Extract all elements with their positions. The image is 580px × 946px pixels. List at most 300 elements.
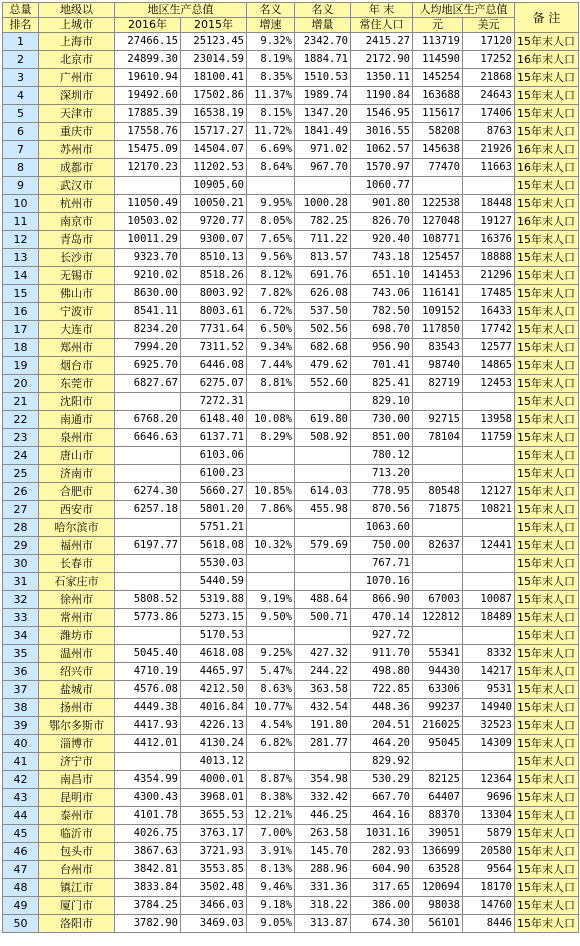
- note-cell: 15年末人口: [515, 825, 579, 843]
- rank-cell: 15: [3, 285, 39, 303]
- gdp-2015-cell: 6137.71: [181, 429, 247, 447]
- population-cell: 282.93: [351, 843, 413, 861]
- gdp-2016-cell: 3782.90: [115, 915, 181, 933]
- gdp-2015-cell: 11202.53: [181, 159, 247, 177]
- table-row: [3, 447, 579, 465]
- header-2015: 2015年: [181, 18, 247, 33]
- header-note: 备 注: [515, 3, 579, 33]
- city-cell: 合肥市: [39, 483, 115, 501]
- gdp-2016-cell: 6274.30: [115, 483, 181, 501]
- growth-cell: 9.50%: [247, 609, 295, 627]
- increment-cell: 1347.20: [295, 105, 351, 123]
- city-cell: 福州市: [39, 537, 115, 555]
- gdp-2015-cell: 8518.26: [181, 267, 247, 285]
- city-cell: 烟台市: [39, 357, 115, 375]
- gdp-2016-cell: 6827.67: [115, 375, 181, 393]
- growth-cell: 6.72%: [247, 303, 295, 321]
- gdp-2015-cell: 3502.48: [181, 879, 247, 897]
- city-cell: 徐州市: [39, 591, 115, 609]
- rank-cell: 17: [3, 321, 39, 339]
- per-capita-yuan-cell: 94430: [413, 663, 463, 681]
- city-cell: 绍兴市: [39, 663, 115, 681]
- rank-cell: 34: [3, 627, 39, 645]
- gdp-2015-cell: 5801.20: [181, 501, 247, 519]
- rank-cell: 31: [3, 573, 39, 591]
- gdp-2016-cell: 4026.75: [115, 825, 181, 843]
- per-capita-yuan-cell: 82719: [413, 375, 463, 393]
- city-cell: 重庆市: [39, 123, 115, 141]
- note-cell: 15年末人口: [515, 411, 579, 429]
- growth-cell: 8.81%: [247, 375, 295, 393]
- population-cell: 701.41: [351, 357, 413, 375]
- increment-cell: 1841.49: [295, 123, 351, 141]
- city-cell: 北京市: [39, 51, 115, 69]
- increment-cell: 500.71: [295, 609, 351, 627]
- table-row: [3, 195, 579, 213]
- per-capita-usd-cell: 12364: [463, 771, 515, 789]
- city-cell: 成都市: [39, 159, 115, 177]
- table-row: [3, 915, 579, 933]
- rank-cell: 32: [3, 591, 39, 609]
- city-cell: 泰州市: [39, 807, 115, 825]
- per-capita-yuan-cell: 88370: [413, 807, 463, 825]
- per-capita-usd-cell: 9564: [463, 861, 515, 879]
- gdp-2015-cell: 4000.01: [181, 771, 247, 789]
- rank-cell: 7: [3, 141, 39, 159]
- note-cell: 15年末人口: [515, 681, 579, 699]
- rank-cell: 50: [3, 915, 39, 933]
- population-cell: 698.70: [351, 321, 413, 339]
- header-rank-line2: 排名: [3, 18, 39, 33]
- rank-cell: 14: [3, 267, 39, 285]
- gdp-2015-cell: 6275.07: [181, 375, 247, 393]
- per-capita-yuan-cell: 77470: [413, 159, 463, 177]
- increment-cell: 1510.53: [295, 69, 351, 87]
- rank-cell: 25: [3, 465, 39, 483]
- gdp-2016-cell: 19492.60: [115, 87, 181, 105]
- rank-cell: 10: [3, 195, 39, 213]
- population-cell: 1190.84: [351, 87, 413, 105]
- city-cell: 哈尔滨市: [39, 519, 115, 537]
- per-capita-usd-cell: [463, 465, 515, 483]
- gdp-2016-cell: 8541.11: [115, 303, 181, 321]
- table-row: [3, 627, 579, 645]
- table-body: [3, 33, 579, 933]
- per-capita-yuan-cell: 114590: [413, 51, 463, 69]
- per-capita-usd-cell: 14217: [463, 663, 515, 681]
- growth-cell: 8.64%: [247, 159, 295, 177]
- table-row: [3, 267, 579, 285]
- population-cell: 829.92: [351, 753, 413, 771]
- per-capita-usd-cell: 17485: [463, 285, 515, 303]
- population-cell: 3016.55: [351, 123, 413, 141]
- rank-cell: 6: [3, 123, 39, 141]
- city-cell: 泉州市: [39, 429, 115, 447]
- growth-cell: 5.47%: [247, 663, 295, 681]
- table-row: [3, 51, 579, 69]
- per-capita-usd-cell: [463, 519, 515, 537]
- city-cell: 石家庄市: [39, 573, 115, 591]
- note-cell: 15年末人口: [515, 393, 579, 411]
- gdp-2015-cell: 4016.84: [181, 699, 247, 717]
- population-cell: 767.71: [351, 555, 413, 573]
- population-cell: 956.90: [351, 339, 413, 357]
- increment-cell: 711.22: [295, 231, 351, 249]
- note-cell: 16年末人口: [515, 213, 579, 231]
- per-capita-yuan-cell: [413, 627, 463, 645]
- per-capita-yuan-cell: 145638: [413, 141, 463, 159]
- rank-cell: 22: [3, 411, 39, 429]
- population-cell: 1350.11: [351, 69, 413, 87]
- city-cell: 南昌市: [39, 771, 115, 789]
- note-cell: 15年末人口: [515, 591, 579, 609]
- population-cell: 743.06: [351, 285, 413, 303]
- per-capita-usd-cell: 13958: [463, 411, 515, 429]
- increment-cell: 488.64: [295, 591, 351, 609]
- gdp-2015-cell: 4013.12: [181, 753, 247, 771]
- per-capita-usd-cell: 17252: [463, 51, 515, 69]
- note-cell: 15年末人口: [515, 807, 579, 825]
- growth-cell: 10.77%: [247, 699, 295, 717]
- per-capita-usd-cell: 13304: [463, 807, 515, 825]
- header-increment-line2: 增量: [295, 18, 351, 33]
- per-capita-yuan-cell: [413, 393, 463, 411]
- rank-cell: 26: [3, 483, 39, 501]
- note-cell: 15年末人口: [515, 537, 579, 555]
- gdp-2016-cell: 5773.86: [115, 609, 181, 627]
- growth-cell: [247, 753, 295, 771]
- per-capita-usd-cell: 18170: [463, 879, 515, 897]
- increment-cell: 331.36: [295, 879, 351, 897]
- growth-cell: [247, 447, 295, 465]
- gdp-2015-cell: 5273.15: [181, 609, 247, 627]
- rank-cell: 36: [3, 663, 39, 681]
- growth-cell: 8.29%: [247, 429, 295, 447]
- note-cell: 15年末人口: [515, 357, 579, 375]
- gdp-2016-cell: 24899.30: [115, 51, 181, 69]
- growth-cell: 8.19%: [247, 51, 295, 69]
- gdp-2016-cell: 4300.43: [115, 789, 181, 807]
- note-cell: 15年末人口: [515, 717, 579, 735]
- header-population-line1: 年 末: [351, 3, 413, 18]
- rank-cell: 27: [3, 501, 39, 519]
- table-row: [3, 501, 579, 519]
- note-cell: 15年末人口: [515, 645, 579, 663]
- city-cell: 西安市: [39, 501, 115, 519]
- gdp-2015-cell: 9300.07: [181, 231, 247, 249]
- per-capita-usd-cell: 11663: [463, 159, 515, 177]
- per-capita-yuan-cell: 99237: [413, 699, 463, 717]
- gdp-2016-cell: 4449.38: [115, 699, 181, 717]
- population-cell: 386.00: [351, 897, 413, 915]
- city-cell: 苏州市: [39, 141, 115, 159]
- growth-cell: 9.25%: [247, 645, 295, 663]
- per-capita-usd-cell: 5879: [463, 825, 515, 843]
- per-capita-usd-cell: 21296: [463, 267, 515, 285]
- population-cell: 530.29: [351, 771, 413, 789]
- table-row: [3, 429, 579, 447]
- gdp-2016-cell: 11050.49: [115, 195, 181, 213]
- note-cell: 15年末人口: [515, 879, 579, 897]
- increment-cell: 281.77: [295, 735, 351, 753]
- gdp-2015-cell: 5530.03: [181, 555, 247, 573]
- per-capita-yuan-cell: 122538: [413, 195, 463, 213]
- gdp-2016-cell: 3867.63: [115, 843, 181, 861]
- rank-cell: 9: [3, 177, 39, 195]
- per-capita-usd-cell: 9696: [463, 789, 515, 807]
- growth-cell: [247, 627, 295, 645]
- city-cell: 临沂市: [39, 825, 115, 843]
- per-capita-usd-cell: 20580: [463, 843, 515, 861]
- population-cell: 1570.97: [351, 159, 413, 177]
- table-row: [3, 249, 579, 267]
- table-row: [3, 123, 579, 141]
- increment-cell: 479.62: [295, 357, 351, 375]
- note-cell: 15年末人口: [515, 753, 579, 771]
- increment-cell: 508.92: [295, 429, 351, 447]
- rank-cell: 11: [3, 213, 39, 231]
- per-capita-usd-cell: 14760: [463, 897, 515, 915]
- table-row: [3, 33, 579, 51]
- growth-cell: 7.65%: [247, 231, 295, 249]
- per-capita-yuan-cell: 82125: [413, 771, 463, 789]
- gdp-2015-cell: 4465.97: [181, 663, 247, 681]
- rank-cell: 42: [3, 771, 39, 789]
- note-cell: 15年末人口: [515, 663, 579, 681]
- per-capita-usd-cell: 12577: [463, 339, 515, 357]
- gdp-2016-cell: [115, 573, 181, 591]
- rank-cell: 49: [3, 897, 39, 915]
- population-cell: 2172.90: [351, 51, 413, 69]
- per-capita-usd-cell: 19127: [463, 213, 515, 231]
- gdp-2016-cell: 5045.40: [115, 645, 181, 663]
- per-capita-usd-cell: 24643: [463, 87, 515, 105]
- population-cell: 866.90: [351, 591, 413, 609]
- table-row: [3, 807, 579, 825]
- note-cell: 15年末人口: [515, 177, 579, 195]
- rank-cell: 13: [3, 249, 39, 267]
- city-cell: 南京市: [39, 213, 115, 231]
- header-per-capita-gdp: 人均地区生产总值: [413, 3, 515, 18]
- gdp-2016-cell: 17885.39: [115, 105, 181, 123]
- note-cell: 15年末人口: [515, 555, 579, 573]
- population-cell: 780.12: [351, 447, 413, 465]
- growth-cell: 3.91%: [247, 843, 295, 861]
- city-cell: 上海市: [39, 33, 115, 51]
- per-capita-yuan-cell: 80548: [413, 483, 463, 501]
- gdp-2016-cell: 4710.19: [115, 663, 181, 681]
- city-cell: 天津市: [39, 105, 115, 123]
- city-cell: 沈阳市: [39, 393, 115, 411]
- gdp-2015-cell: 25123.45: [181, 33, 247, 51]
- city-cell: 厦门市: [39, 897, 115, 915]
- table-row: [3, 897, 579, 915]
- growth-cell: 9.95%: [247, 195, 295, 213]
- rank-cell: 23: [3, 429, 39, 447]
- per-capita-yuan-cell: [413, 753, 463, 771]
- increment-cell: 432.54: [295, 699, 351, 717]
- per-capita-usd-cell: 8763: [463, 123, 515, 141]
- per-capita-yuan-cell: 64407: [413, 789, 463, 807]
- per-capita-yuan-cell: 108771: [413, 231, 463, 249]
- per-capita-yuan-cell: [413, 555, 463, 573]
- increment-cell: 191.80: [295, 717, 351, 735]
- per-capita-usd-cell: 8446: [463, 915, 515, 933]
- gdp-2016-cell: 10503.02: [115, 213, 181, 231]
- population-cell: 317.65: [351, 879, 413, 897]
- increment-cell: 313.87: [295, 915, 351, 933]
- growth-cell: 4.54%: [247, 717, 295, 735]
- header-rank-line1: 总量: [3, 3, 39, 18]
- population-cell: 911.70: [351, 645, 413, 663]
- growth-cell: [247, 555, 295, 573]
- population-cell: 667.70: [351, 789, 413, 807]
- city-cell: 佛山市: [39, 285, 115, 303]
- header-city-line1: 地级以: [39, 3, 115, 18]
- rank-cell: 4: [3, 87, 39, 105]
- table-row: [3, 141, 579, 159]
- rank-cell: 16: [3, 303, 39, 321]
- gdp-2015-cell: 3553.85: [181, 861, 247, 879]
- increment-cell: 626.08: [295, 285, 351, 303]
- increment-cell: 2342.70: [295, 33, 351, 51]
- growth-cell: 8.13%: [247, 861, 295, 879]
- city-cell: 郑州市: [39, 339, 115, 357]
- table-row: [3, 861, 579, 879]
- rank-cell: 29: [3, 537, 39, 555]
- per-capita-usd-cell: 21868: [463, 69, 515, 87]
- header-gdp: 地区生产总值: [115, 3, 247, 18]
- city-cell: 深圳市: [39, 87, 115, 105]
- city-cell: 鄂尔多斯市: [39, 717, 115, 735]
- per-capita-usd-cell: 21926: [463, 141, 515, 159]
- per-capita-yuan-cell: 82637: [413, 537, 463, 555]
- note-cell: 15年末人口: [515, 87, 579, 105]
- table-row: [3, 843, 579, 861]
- gdp-2016-cell: [115, 753, 181, 771]
- growth-cell: 10.32%: [247, 537, 295, 555]
- increment-cell: [295, 555, 351, 573]
- growth-cell: 7.86%: [247, 501, 295, 519]
- table-row: [3, 321, 579, 339]
- table-row: [3, 591, 579, 609]
- note-cell: 15年末人口: [515, 33, 579, 51]
- city-cell: 长沙市: [39, 249, 115, 267]
- table-row: [3, 177, 579, 195]
- note-cell: 15年末人口: [515, 483, 579, 501]
- population-cell: 778.95: [351, 483, 413, 501]
- increment-cell: [295, 627, 351, 645]
- per-capita-yuan-cell: 141453: [413, 267, 463, 285]
- gdp-2016-cell: [115, 627, 181, 645]
- per-capita-yuan-cell: 113719: [413, 33, 463, 51]
- note-cell: 15年末人口: [515, 465, 579, 483]
- per-capita-usd-cell: 12441: [463, 537, 515, 555]
- gdp-2016-cell: 27466.15: [115, 33, 181, 51]
- gdp-2015-cell: 5319.88: [181, 591, 247, 609]
- note-cell: 15年末人口: [515, 231, 579, 249]
- table-row: [3, 609, 579, 627]
- gdp-2015-cell: 6100.23: [181, 465, 247, 483]
- growth-cell: [247, 465, 295, 483]
- gdp-2016-cell: 4417.93: [115, 717, 181, 735]
- growth-cell: [247, 573, 295, 591]
- gdp-ranking-table: [2, 2, 579, 933]
- population-cell: 674.30: [351, 915, 413, 933]
- increment-cell: 332.42: [295, 789, 351, 807]
- rank-cell: 41: [3, 753, 39, 771]
- growth-cell: 10.08%: [247, 411, 295, 429]
- table-row: [3, 879, 579, 897]
- gdp-2015-cell: 6103.06: [181, 447, 247, 465]
- population-cell: 464.16: [351, 807, 413, 825]
- population-cell: 1063.60: [351, 519, 413, 537]
- growth-cell: [247, 519, 295, 537]
- increment-cell: [295, 519, 351, 537]
- growth-cell: [247, 393, 295, 411]
- note-cell: 15年末人口: [515, 321, 579, 339]
- city-cell: 常州市: [39, 609, 115, 627]
- increment-cell: 1989.74: [295, 87, 351, 105]
- growth-cell: [247, 177, 295, 195]
- header-growth-line1: 名义: [247, 3, 295, 18]
- growth-cell: 9.46%: [247, 879, 295, 897]
- rank-cell: 33: [3, 609, 39, 627]
- per-capita-usd-cell: 12453: [463, 375, 515, 393]
- growth-cell: 10.85%: [247, 483, 295, 501]
- growth-cell: 6.50%: [247, 321, 295, 339]
- per-capita-yuan-cell: 67003: [413, 591, 463, 609]
- gdp-2016-cell: 3784.25: [115, 897, 181, 915]
- gdp-2016-cell: [115, 177, 181, 195]
- note-cell: 15年末人口: [515, 789, 579, 807]
- per-capita-usd-cell: [463, 555, 515, 573]
- rank-cell: 46: [3, 843, 39, 861]
- increment-cell: 318.22: [295, 897, 351, 915]
- gdp-2016-cell: [115, 465, 181, 483]
- per-capita-yuan-cell: 117850: [413, 321, 463, 339]
- rank-cell: 38: [3, 699, 39, 717]
- increment-cell: [295, 753, 351, 771]
- population-cell: 651.10: [351, 267, 413, 285]
- population-cell: 825.41: [351, 375, 413, 393]
- increment-cell: [295, 573, 351, 591]
- gdp-2016-cell: [115, 393, 181, 411]
- per-capita-usd-cell: 9531: [463, 681, 515, 699]
- gdp-2016-cell: 3833.84: [115, 879, 181, 897]
- population-cell: 464.20: [351, 735, 413, 753]
- growth-cell: 9.05%: [247, 915, 295, 933]
- per-capita-yuan-cell: 98038: [413, 897, 463, 915]
- city-cell: 镇江市: [39, 879, 115, 897]
- gdp-2016-cell: 4412.01: [115, 735, 181, 753]
- growth-cell: 8.87%: [247, 771, 295, 789]
- city-cell: 东莞市: [39, 375, 115, 393]
- gdp-2015-cell: 10050.21: [181, 195, 247, 213]
- table-row: [3, 645, 579, 663]
- rank-cell: 3: [3, 69, 39, 87]
- gdp-2016-cell: 8630.00: [115, 285, 181, 303]
- per-capita-usd-cell: 18448: [463, 195, 515, 213]
- city-cell: 温州市: [39, 645, 115, 663]
- rank-cell: 48: [3, 879, 39, 897]
- population-cell: 2415.27: [351, 33, 413, 51]
- city-cell: 盐城市: [39, 681, 115, 699]
- increment-cell: [295, 465, 351, 483]
- note-cell: 15年末人口: [515, 285, 579, 303]
- table-row: [3, 393, 579, 411]
- rank-cell: 1: [3, 33, 39, 51]
